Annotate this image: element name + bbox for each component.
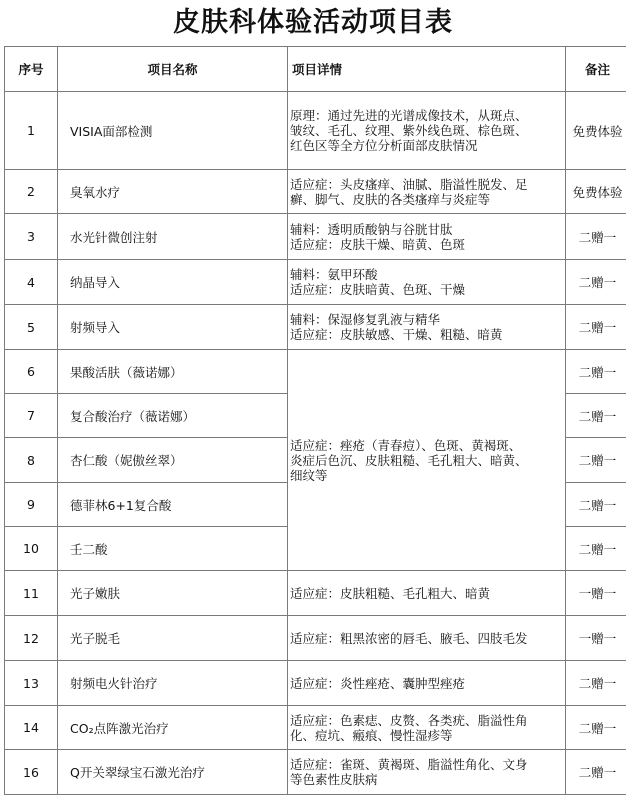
table-row: [5, 661, 626, 706]
row-name: 光子脱毛: [58, 616, 288, 661]
table-row: [5, 706, 626, 750]
row-name: 射频导入: [58, 305, 288, 350]
row-detail: 适应症：雀斑、黄褐斑、脂溢性角化、文身 等色素性皮肤病: [288, 750, 566, 795]
row-detail: 辅料：保湿修复乳液与精华 适应症：皮肤敏感、干燥、粗糙、暗黄: [288, 305, 566, 350]
row-no: 3: [5, 214, 58, 260]
row-no: 1: [5, 92, 58, 170]
row-note: 二赠一: [566, 214, 626, 260]
row-note: 二赠一: [566, 260, 626, 305]
acid-group-detail: 适应症：痤疮（青春痘）、色斑、黄褐斑、 炎症后色沉、皮肤粗糙、毛孔粗大、暗黄、 细纹等: [288, 350, 566, 571]
header-detail: 项目详情: [288, 47, 566, 92]
row-note: 二赠一: [566, 305, 626, 350]
table-row: [5, 571, 626, 616]
row-name: 臭氧水疗: [58, 170, 288, 214]
row-name: CO₂点阵激光治疗: [58, 706, 288, 750]
project-table: [4, 46, 626, 795]
row-note: 二赠一: [566, 750, 626, 795]
header-no: 序号: [5, 47, 58, 92]
row-note: 一赠一: [566, 571, 626, 616]
row-name: 光子嫩肤: [58, 571, 288, 616]
row-detail: 原理：通过先进的光谱成像技术，从斑点、 皱纹、毛孔、纹理、紫外线色斑、棕色斑、 红色区等全方位分析面部皮肤情况: [288, 92, 566, 170]
row-name: 德菲林6+1复合酸: [58, 483, 288, 527]
row-name: VISIA面部检测: [58, 92, 288, 170]
row-no: 5: [5, 305, 58, 350]
row-no: 13: [5, 661, 58, 706]
row-note: 二赠一: [566, 661, 626, 706]
row-name: 射频电火针治疗: [58, 661, 288, 706]
row-no: 6: [5, 350, 58, 394]
row-note: 一赠一: [566, 616, 626, 661]
row-note: 二赠一: [566, 706, 626, 750]
sheet-title: 皮肤科体验活动项目表: [0, 0, 626, 46]
table-row: [5, 750, 626, 795]
table-row: [5, 616, 626, 661]
row-no: 8: [5, 438, 58, 483]
row-detail: 辅料：氨甲环酸 适应症：皮肤暗黄、色斑、干燥: [288, 260, 566, 305]
row-detail: 适应症：炎性痤疮、囊肿型痤疮: [288, 661, 566, 706]
row-name: 纳晶导入: [58, 260, 288, 305]
row-note: 二赠一: [566, 394, 626, 438]
row-no: 12: [5, 616, 58, 661]
row-note: 免费体验: [566, 92, 626, 170]
row-name: 果酸活肤（薇诺娜）: [58, 350, 288, 394]
table-row: [5, 260, 626, 305]
row-note: 二赠一: [566, 527, 626, 571]
row-name: 杏仁酸（妮傲丝翠）: [58, 438, 288, 483]
row-no: 14: [5, 706, 58, 750]
row-detail: 适应症：色素痣、皮赘、各类疣、脂溢性角 化、痘坑、瘢痕、慢性湿疹等: [288, 706, 566, 750]
table-row: [5, 350, 626, 394]
row-no: 2: [5, 170, 58, 214]
row-detail: 适应症：皮肤粗糙、毛孔粗大、暗黄: [288, 571, 566, 616]
row-detail: 辅料：透明质酸钠与谷胱甘肽 适应症：皮肤干燥、暗黄、色斑: [288, 214, 566, 260]
row-no: 4: [5, 260, 58, 305]
header-name: 项目名称: [58, 47, 288, 92]
row-no: 10: [5, 527, 58, 571]
row-name: 水光针微创注射: [58, 214, 288, 260]
row-note: 二赠一: [566, 438, 626, 483]
row-name: 复合酸治疗（薇诺娜）: [58, 394, 288, 438]
row-note: 二赠一: [566, 350, 626, 394]
header-note: 备注: [566, 47, 626, 92]
table-row: [5, 214, 626, 260]
row-detail: 适应症：粗黑浓密的唇毛、腋毛、四肢毛发: [288, 616, 566, 661]
table-row: [5, 170, 626, 214]
table-row: [5, 92, 626, 170]
header-row: [5, 47, 626, 92]
row-detail: 适应症：头皮瘙痒、油腻、脂溢性脱发、足 癣、脚气、皮肤的各类瘙痒与炎症等: [288, 170, 566, 214]
row-name: 壬二酸: [58, 527, 288, 571]
row-note: 免费体验: [566, 170, 626, 214]
row-name: Q开关翠绿宝石激光治疗: [58, 750, 288, 795]
row-no: 9: [5, 483, 58, 527]
row-no: 7: [5, 394, 58, 438]
row-no: 16: [5, 750, 58, 795]
row-note: 二赠一: [566, 483, 626, 527]
row-no: 11: [5, 571, 58, 616]
table-row: [5, 305, 626, 350]
